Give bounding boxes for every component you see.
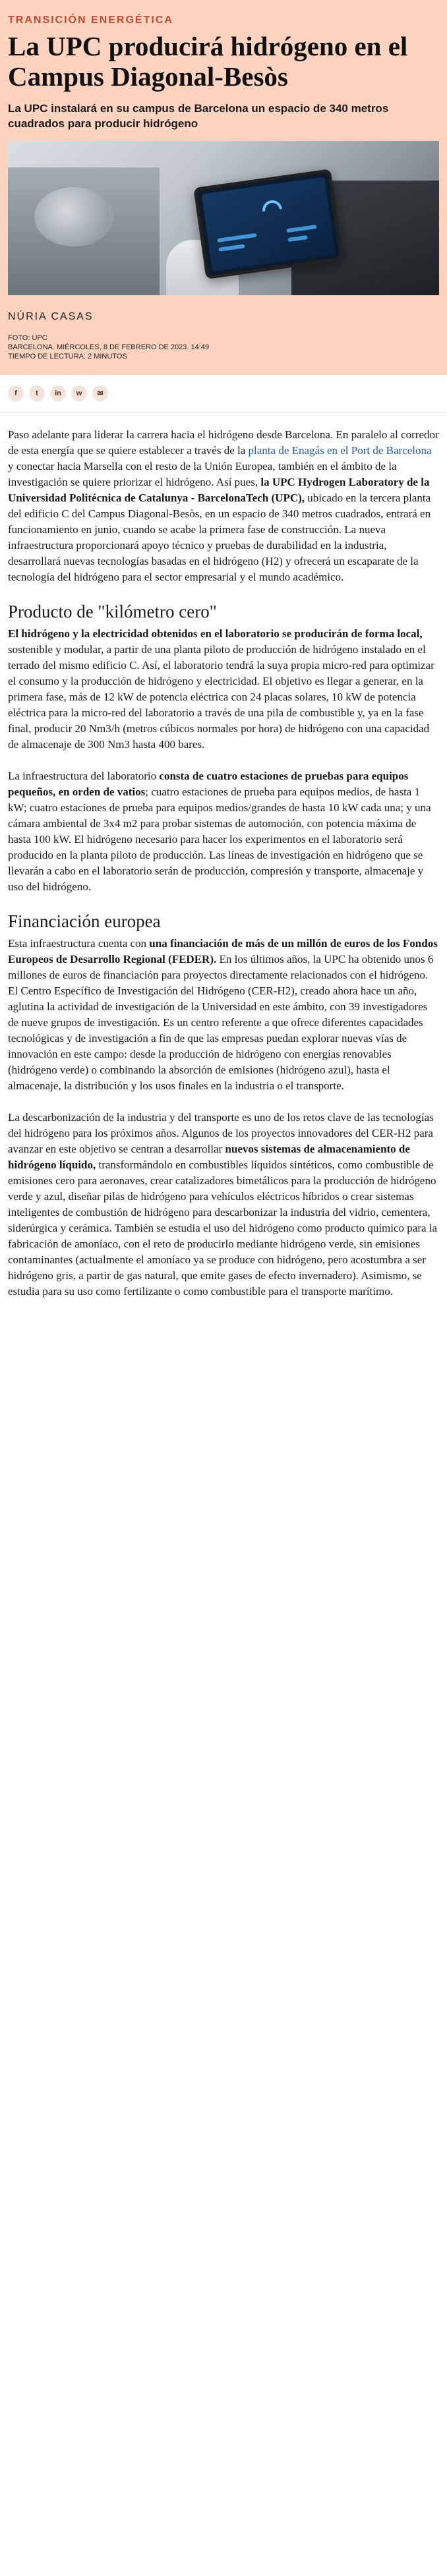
email-icon[interactable]: ✉ (92, 386, 108, 401)
paragraph-5 (8, 1110, 439, 1300)
hero-photo (8, 141, 439, 295)
article-subheadline: La UPC instalará en su campus de Barcelona un espacio de 340 metros cuadrados para producir hidrógeno (8, 101, 389, 130)
bold-span: nuevos sistemas de almacenamiento de hidrógeno líquido, (8, 1143, 410, 1172)
photo-tablet (193, 169, 343, 279)
text-span: ; cuatro estaciones de prueba para equipos medios, de hasta 1 kW; cuatro estaciones de prueba para equipos medios/grandes de hasta 10 kW cada una; y una cámara ambiental de 3x4 m2 para probar sistemas de automoción, con potencia máxima de hasta 100 kW. El hidrógeno necesario para hacer los experimentos en el laboratorio será producido en la planta piloto de producción. Las líneas de investigación en hidrógeno que se llevarán a cabo en el laboratorio serán de producción, compresión y transporte, almacenaje y uso del hidrógeno. (8, 785, 431, 893)
twitter-icon[interactable]: t (29, 386, 45, 401)
share-bar (0, 375, 447, 413)
paragraph-4 (8, 936, 439, 1094)
text-span: ubicado en la tercera planta del edificio C del Campus Diagonal-Besòs, en un espacio de 340 metros cuadrados, entrará en funcionamiento en junio, cuando se acabe la primera fase de construcción. La nueva infraestructura proporcionará apoyo técnico y pruebas de durabilidad en la industria, desarrollará nuevas tecnologías basadas en el hidrógeno (H2) y ofrecerá un escaparate de la tecnología del hidrógeno para el sector empresarial y el mundo académico. (8, 491, 431, 583)
wifi-icon (258, 196, 286, 224)
article-header (0, 0, 447, 375)
text-span: Esta infraestructura cuenta con (8, 937, 150, 950)
article-body (0, 413, 447, 1300)
bold-span: El hidrógeno y la electricidad obtenidos en el laboratorio se producirán de forma local, (8, 627, 423, 640)
screen-bar (287, 235, 308, 242)
text-span: y conectar hacia Marsella con el resto de la Unión Europea, también en el ámbito de la investigación se quiere priorizar el hidrógeno. Así pues, (8, 459, 397, 488)
author-name[interactable]: NÚRIA CASAS (8, 310, 94, 322)
whatsapp-icon[interactable]: w (71, 386, 87, 401)
bold-span: consta de cuatro estaciones de pruebas para equipos pequeños, en orden de vatios (8, 769, 409, 798)
paragraph-1 (8, 427, 439, 585)
subheading-kilometro-cero: Producto de "kilómetro cero" (8, 601, 217, 621)
screen-bar (286, 225, 316, 233)
enagas-link[interactable]: planta de Enagás en el Port de Barcelona (248, 444, 432, 457)
screen-bar (218, 244, 245, 252)
text-span: En los últimos años, la UPC ha obtenido unos 6 millones de euros de financiación para proyectos directamente relacionados con el hidrógeno. El Centro Específico de Investigación del Hidrógeno (CER-H2), creado ahora hace un año, aglutina la actividad de investigación de la Universidad en este ámbito, con 39 investigadores de nueve grupos de investigación. Es un centro referente a que ofrece diferentes capacidades tecnológicas y de investigación a fin de que las empresas puedan explorar nuevas vías de innovación en este campo: desde la producción de hidrógeno con energías renovables (hidrógeno verde) o combinando la absorción de emisiones (hidrógeno azul), hasta el almacenaje, la distribución y los usos finales en la industria o el transporte. (8, 953, 434, 1093)
photo-credit: FOTO: UPC (8, 333, 47, 342)
subheading-financiacion: Financiación europea (8, 911, 161, 931)
screen-bar (217, 233, 256, 242)
text-span: Paso adelante para liderar la carrera hacia el hidrógeno desde Barcelona. En paralelo al corredor de esta energía que se quiere establecer a través de la (8, 428, 439, 457)
text-span: La descarbonización de la industria y del transporte es uno de los retos clave de las tecnologías del hidrógeno para los próximos años. Algunos de los proyectos innovadores del CER-H2 para avanzar en este objetivo se centran a desarrollar (8, 1111, 434, 1156)
article-headline: La UPC producirá hidrógeno en el Campus Diagonal-Besòs (8, 31, 408, 92)
photo-tablet-screen (202, 177, 336, 271)
bold-span: la UPC Hydrogen Laboratory de la Universidad Politécnica de Catalunya - BarcelonaTech (UPC), (8, 475, 430, 504)
paragraph-3 (8, 768, 439, 895)
linkedin-icon[interactable]: in (50, 386, 66, 401)
reading-time: TIEMPO DE LECTURA: 2 MINUTOS (8, 353, 127, 361)
photo-pipe (34, 187, 113, 246)
paragraph-2 (8, 626, 439, 753)
facebook-icon[interactable]: f (8, 386, 24, 401)
text-span: transformándolo en combustibles líquidos sintéticos, como combustible de emisiones cero para aeronaves, crear catalizadores bimetálicos para la producción de hidrógeno verde y azul, diseñar pilas de hidrógeno para vehículos eléctricos híbridos o crear sistemas inteligentes de combustión de hidrógeno para descarbonizar la industria del vidrio, cementera, siderúrgica y cerámica. También se estudia el uso del hidrógeno como producto químico para la fabricación de amoníaco, con el reto de producirlo mediante hidrógeno verde, sin emisiones contaminantes (actualmente el amoníaco ya se produce con hidrógeno, pero acostumbra a ser hidrógeno gris, a partir de gas natural, que emite gases de efecto invernadero). Asimismo, se estudia para su uso como fertilizante o como combustible para el transporte marítimo. (8, 1159, 438, 1298)
dateline: BARCELONA. MIÉRCOLES, 8 DE FEBRERO DE 2023. 14:49 (8, 343, 210, 351)
text-span: sostenible y modular, a partir de una planta piloto de producción de hidrógeno instalado en el terrado del mismo edificio C. Así, el laboratorio tendrá la suya propia micro-red para optimizar el consumo y la producción de hidrógeno y electricidad. El objetivo es llegar a generar, en la primera fase, más de 12 kW de potencia eléctrica con 24 placas solares, 10 kW de potencia eléctrica para la micro-red del laboratorio a través de una pila de combustible y, ya en la fase final, producir 20 Nm3/h (metros cúbicos normales por hora) de hidrógeno con una capacidad de almacenaje de 300 Nm3 hasta 400 bares. (8, 643, 434, 751)
section-kicker[interactable]: TRANSICIÓN ENERGÉTICA (8, 14, 173, 26)
text-span: La infraestructura del laboratorio (8, 769, 160, 782)
bold-span: una financiación de más de un millón de euros de los Fondos Europeos de Desarrollo Regional (FEDER). (8, 937, 438, 966)
article-meta (8, 333, 439, 362)
